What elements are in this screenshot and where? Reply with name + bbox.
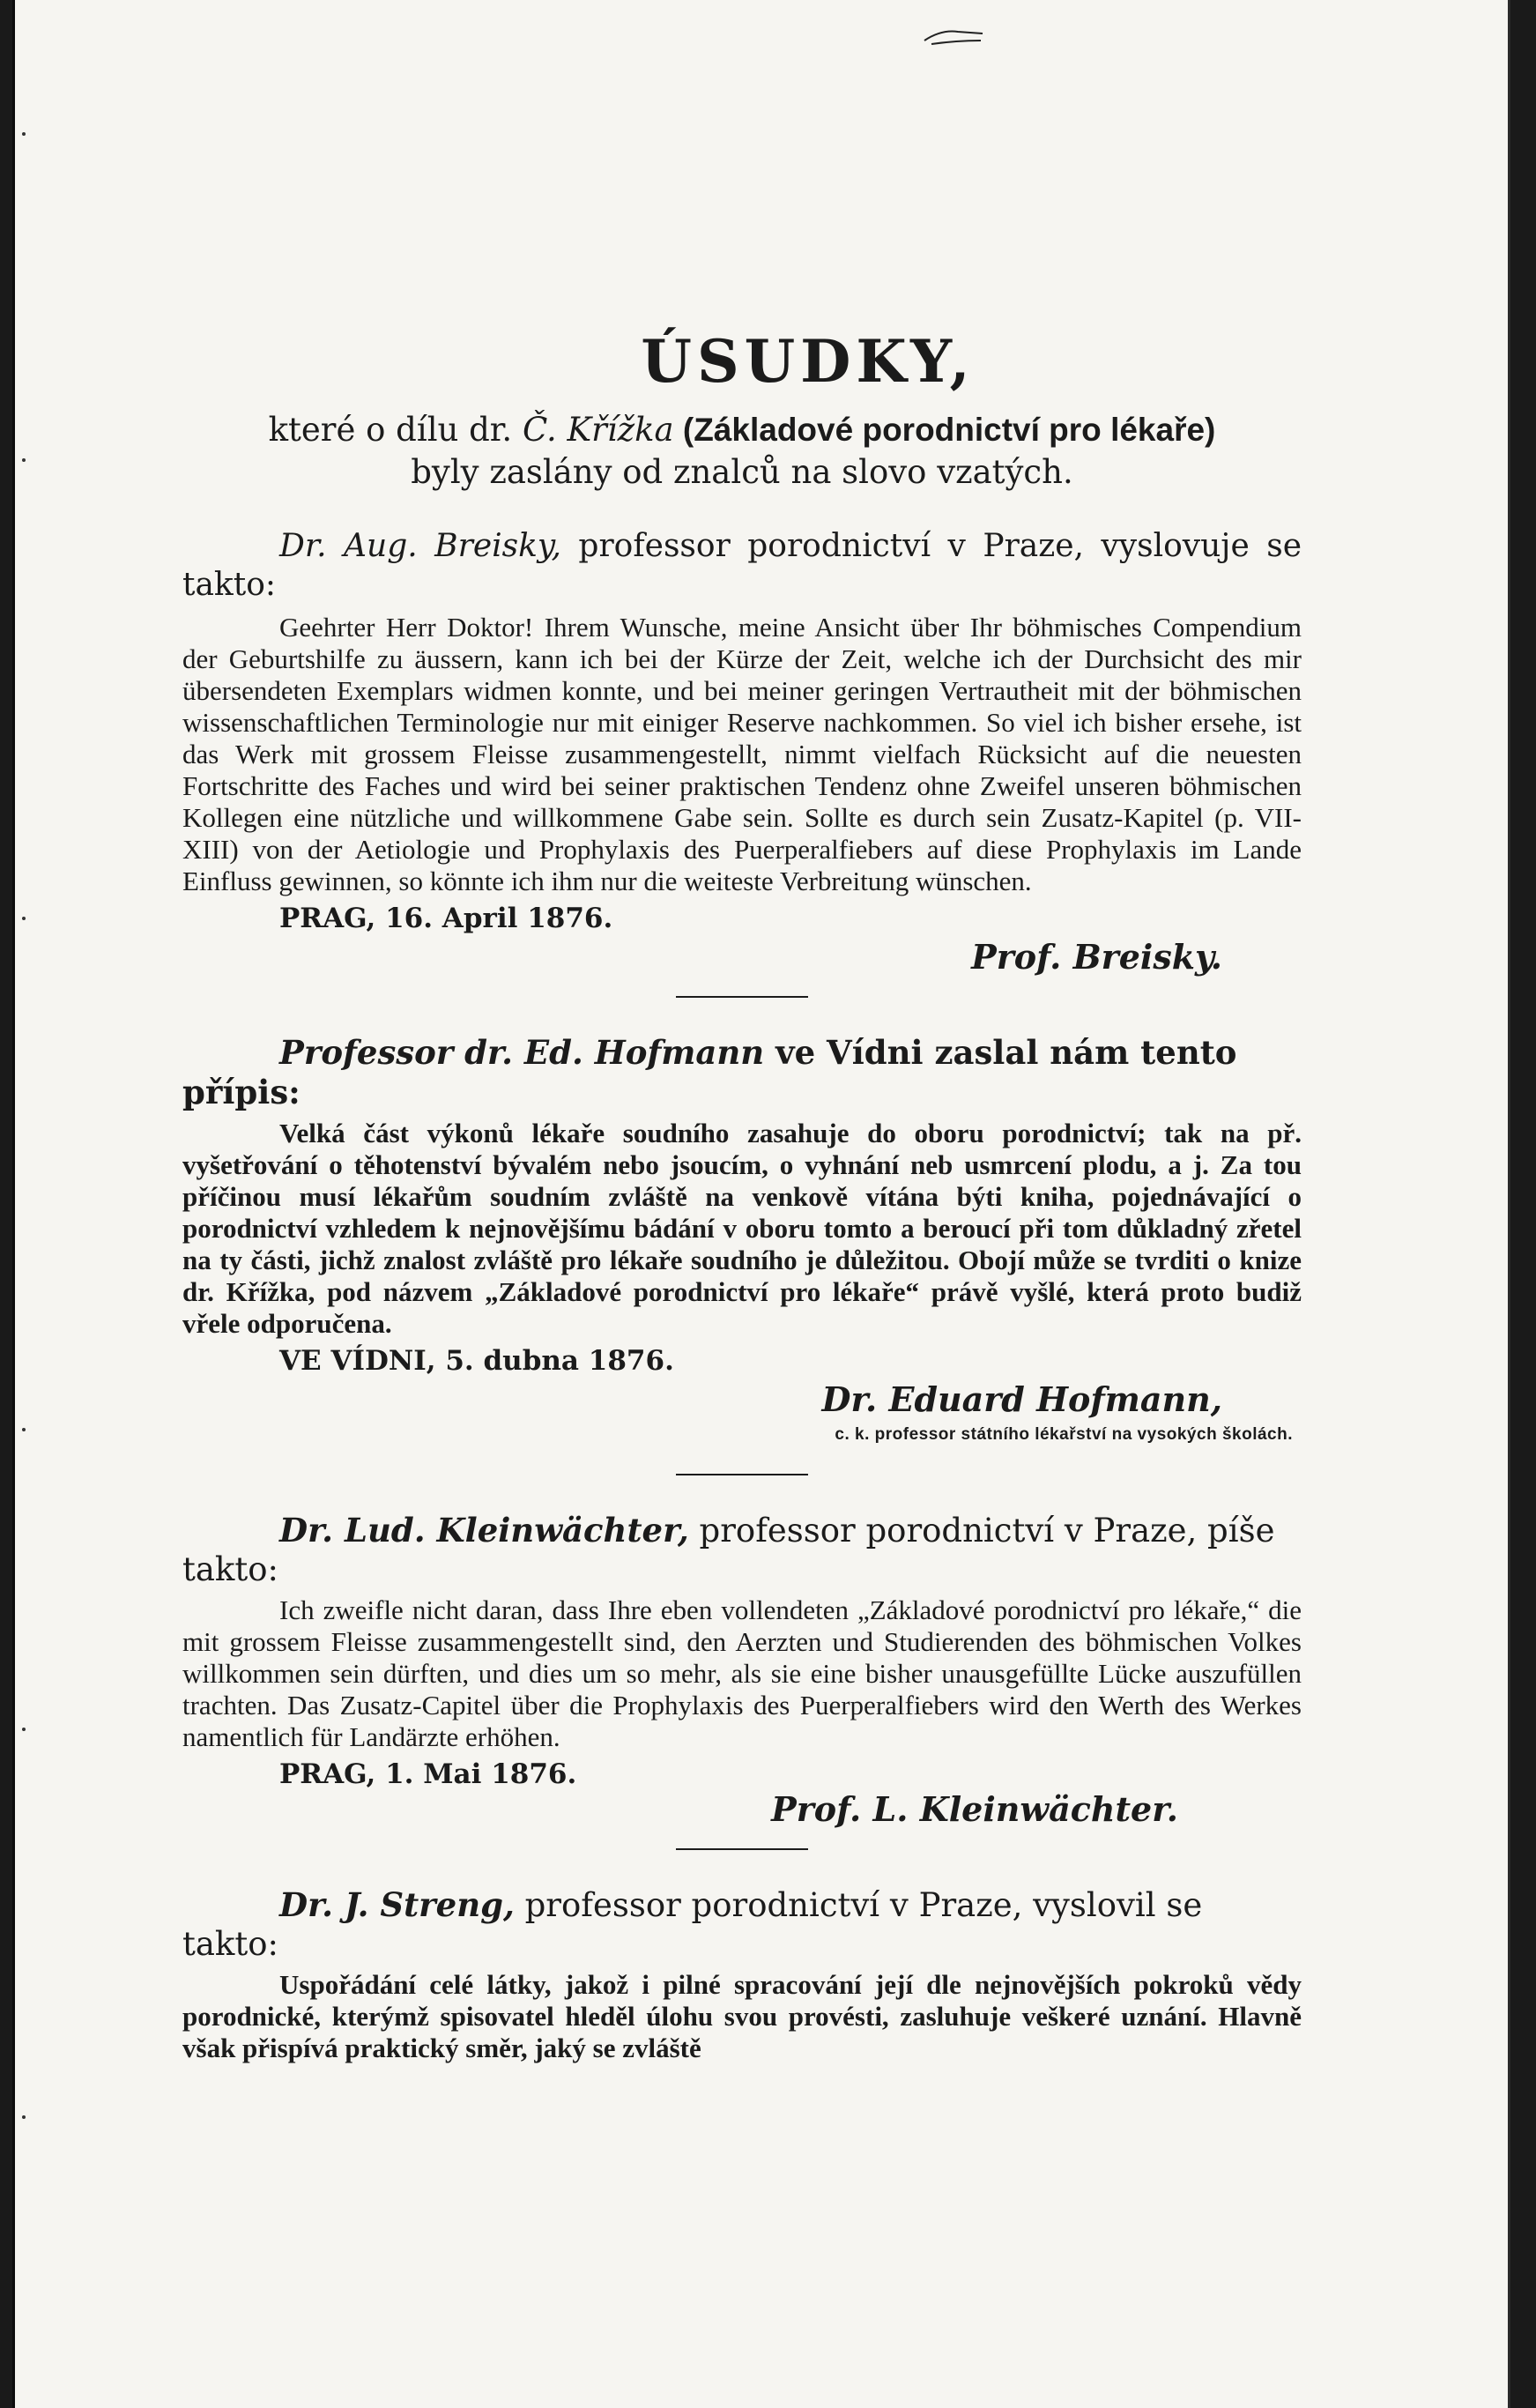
section-hofmann-signature: Dr. Eduard Hofmann, <box>821 1379 1222 1419</box>
intro-text: ve Vídni zaslal nám tento přípis: <box>182 1033 1237 1111</box>
margin-dot <box>22 1428 26 1431</box>
section-breisky-intro <box>182 527 1302 605</box>
author-hofmann: Professor dr. Ed. Hofmann <box>279 1033 765 1072</box>
subtitle-author: Č. Křížka <box>522 411 674 449</box>
section-hofmann-date: VE VÍDNI, 5. dubna 1876. <box>279 1345 674 1377</box>
author-kleinwaechter: Dr. Lud. Kleinwächter, <box>279 1511 689 1550</box>
section-kleinwaechter-signature: Prof. L. Kleinwächter. <box>771 1789 1178 1829</box>
margin-dot <box>22 458 26 462</box>
subtitle <box>182 409 1302 494</box>
divider <box>676 1848 808 1850</box>
section-breisky-body: Geehrter Herr Doktor! Ihrem Wunsche, meine Ansicht über Ihr böhmisches Compendium der Geburtshilfe zu äussern, kann ich bei der Kürze der Zeit, welche ich der Durchsicht des mir übersendeten Exemplars widmen konnte, und bei meiner geringen Vertrautheit mit der böhmischen wissenschaftlichen Terminologie nur mit einiger Reserve nachkommen. So viel ich bisher ersehe, ist das Werk mit grossem Fleisse zusammengestellt, nimmt vielfach Rücksicht auf die neuesten Fortschritte des Faches und wird bei seiner praktischen Tendenz ohne Zweifel unseren böhmischen Kollegen eine nützliche und willkommene Gabe sein. Sollte es durch sein Zusatz-Kapitel (p. VII-XIII) von der Aetiologie und Prophylaxis des Puerperalfiebers auf diese Prophylaxis im Lande Einfluss gewinnen, so könnte ich ihm nur die weiteste Verbreitung wünschen. <box>182 612 1302 896</box>
margin-dot <box>22 132 26 136</box>
subtitle-book-title: (Základové porodnictví pro lékaře) <box>673 412 1216 448</box>
section-hofmann-intro <box>182 1033 1302 1112</box>
subtitle-line2: byly zaslány od znalců na slovo vzatých. <box>411 453 1073 491</box>
section-kleinwaechter-intro <box>182 1511 1302 1589</box>
margin-dot <box>22 917 26 920</box>
section-kleinwaechter-body: Ich zweifle nicht daran, dass Ihre eben vollendeten „Základové porodnictví pro lékaře,“ die mit grossem Fleisse zusammengestellt sind, den Aerzten und Studierenden des böhmischen Volkes willkommen sein dürften, und dies um so mehr, als sie eine bisher unausgefüllte Lücke auszufüllen trachten. Das Zusatz-Capitel über die Prophylaxis des Puerperalfiebers wird den Werth des Werkes namentlich für Landärzte erhöhen. <box>182 1594 1302 1752</box>
subtitle-prefix: které o dílu dr. <box>268 411 523 449</box>
divider <box>676 1474 808 1475</box>
page-title: ÚSUDKY, <box>641 327 976 396</box>
pen-mark-icon <box>923 28 984 51</box>
section-breisky-date: PRAG, 16. April 1876. <box>279 903 613 934</box>
section-breisky-signature: Prof. Breisky. <box>971 937 1222 977</box>
author-breisky: Dr. Aug. Breisky, <box>279 528 561 564</box>
intro-text: professor porodnictví v Praze, píše takto: <box>182 1512 1275 1588</box>
margin-dot <box>22 1728 26 1731</box>
intro-text: professor porodnictví v Praze, vyslovuje se takto: <box>182 528 1302 603</box>
section-streng-intro <box>182 1885 1302 1964</box>
section-hofmann-body: Velká část výkonů lékaře soudního zasahuje do oboru porodnictví; tak na př. vyšetřování o těhotenství bývalém nebo jsoucím, o vyhnání neb usmrcení plodu, a j. Za tou příčinou musí lékařům soudním zvláště na venkově vítána býti kniha, pojednávající o porodnictví vzhledem k nejnovějšímu bádání v oboru tomto a beroucí při tom důkladný zřetel na ty části, jichž znalost zvláště pro lékaře soudního je důležitou. Obojí může se tvrditi o knize dr. Křížka, pod názvem „Základové porodnictví pro lékaře“ právě vyšlé, která proto budiž vřele odporučena. <box>182 1118 1302 1339</box>
section-hofmann-caption: c. k. professor státního lékařství na vysokých školách. <box>835 1425 1293 1444</box>
document-page <box>12 0 1510 2408</box>
document-content <box>182 326 1302 2064</box>
section-kleinwaechter-date: PRAG, 1. Mai 1876. <box>279 1758 577 1790</box>
intro-text: professor porodnictví v Praze, vyslovil se takto: <box>182 1886 1203 1963</box>
margin-dot <box>22 2115 26 2119</box>
section-streng-body: Uspořádání celé látky, jakož i pilné spracování její dle nejnovějších pokroků vědy porodnické, kterýmž spisovatel hleděl úlohu svou provésti, zasluhuje veškeré uznání. Hlavně však přispívá praktický směr, jaký se zvláště <box>182 1969 1302 2063</box>
author-streng: Dr. J. Streng, <box>279 1885 515 1924</box>
divider <box>676 996 808 998</box>
